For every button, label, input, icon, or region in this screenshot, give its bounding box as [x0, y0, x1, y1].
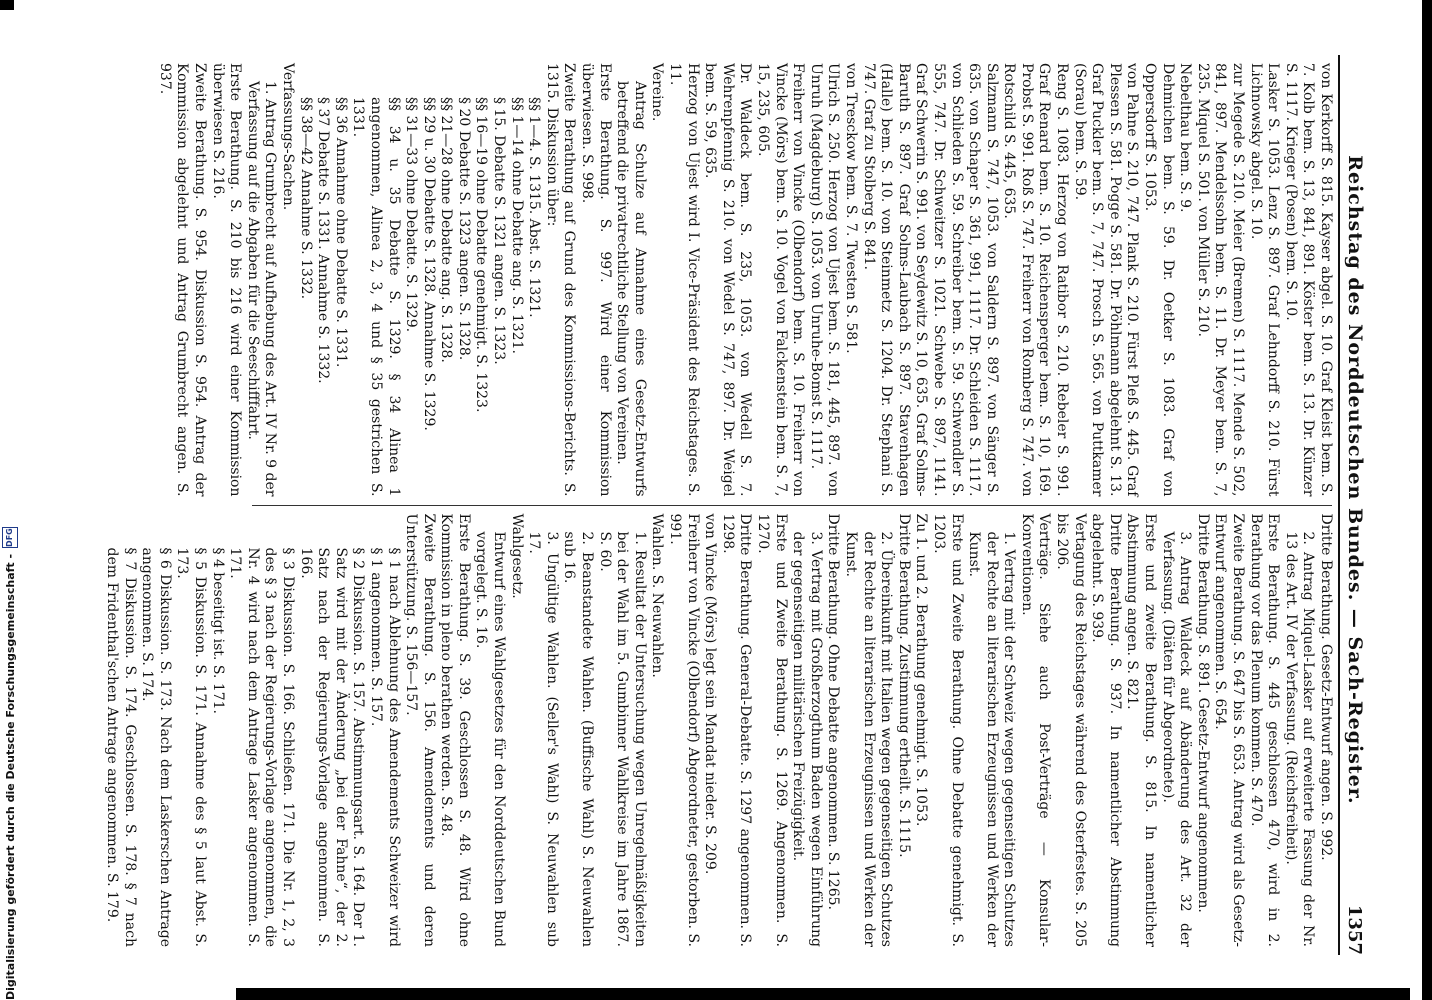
index-entry: Freiherr von Vincke (Olbendorf) bem. S. 10. Freiherr von Vincke (Mörs) bem. S. 10. Vogel von Falckenstein bem. S. 7, 15, 235, 605.: [755, 63, 807, 497]
index-entry: Erste Berathung. S. 39. Geschlossen S. 48. Wird ohne Kommission in pleno berathen werden. S. 48.: [438, 513, 472, 947]
index-entry: Zweite Berathung. S. 954. Diskussion S. 954. Antrag der Kommission abgelehnt und Antrag Grumbrecht angen. S. 937.: [156, 63, 208, 497]
footer-text: Digitalisierung gefördert durch die Deutsche Forschungsgemeinschaft -: [3, 553, 17, 1000]
index-entry: Nebelthau bem. S. 9.: [1177, 63, 1194, 213]
index-entry: Salzmann S. 747, 1053. von Saldern S. 897. von Sänger S. 635. von Schaper S. 361, 991, 1117. Dr. Schleiden S. 1117. von Schlieden S. 59. Schreiber bem. S. 59. Schwendler S. 555, 747. Dr. Schweitzer S. 1021. Schwebe S. 897, 1141. Graf Schwerin S. 991. von Seydewitz S. 10, 635. Graf Solms-Baruth S. 897. Graf Solms-Laubach S. 897. Stavenhagen (Halle) bem. S. 10. von Steinmetz S. 1204. Dr. Stephani S. 747. Graf zu Stolberg S. 841.: [860, 63, 1000, 497]
index-entry: Vereine.: [649, 63, 666, 122]
index-entry: Dritte Berathung. Gesetz-Entwurf angen. S. 992.: [1318, 513, 1334, 861]
index-entry: zur Megede S. 210. Meier (Bremen) S. 1117. Mende S. 502, 841, 897. Mendelssohn bem. S. 11. Dr. Meyer bem. S. 7, 235. Miquel S. 501. von Müller S. 210.: [1194, 63, 1247, 497]
index-entry: Ulrich S. 250. Herzog von Ujest bem. S. 181, 445, 897. von Unruh (Magdeburg) S. 1053. von Unruhe-Bomst S. 1117.: [807, 63, 842, 497]
scanned-page: [104, 25, 1390, 975]
index-entry: §§ 21—28 ohne Debatte ang. S. 1328.: [438, 97, 455, 363]
index-entry: Wahlgesetz.: [508, 513, 525, 599]
index-entry: 2. Übereinkunft mit Italien wegen gegenseitigen Schutzes der Rechte an literarischen Erzeugnissen und Werken der Kunst.: [842, 531, 895, 947]
index-entry: §§ 1—14 ohne Debatte ang. S. 1321.: [508, 97, 525, 354]
page-number: 1357: [1344, 904, 1365, 955]
index-entry: Reng S. 1083. Herzog von Ratibor S. 210. Rebeler S. 991. Graf Renard bem. S. 10. Reichensperger bem. S. 10, 169. Probst S. 991. Roß S. 747. Freiherr von Romberg S. 747. von Rotschild S. 445, 635.: [1001, 63, 1071, 497]
page-title: Reichstag des Norddeutschen Bundes. — Sach-Register.: [1344, 155, 1366, 805]
index-entry: Dehmichen bem. S. 59. Dr. Oetker S. 1083. Graf von Oppersdorff S. 1053.: [1142, 63, 1176, 497]
index-entry: 1. Resultat der Untersuchung wegen Unregelmäßigkeiten bei der Wahl im 5. Gumbinner Wahlkreise im Jahre 1867. S. 60.: [596, 531, 648, 947]
index-entry: Dritte Berathung. General-Debatte. S. 1297 angenommen. S. 1298.: [719, 513, 754, 947]
index-entry: § 2 Diskussion. S. 157. Abstimmungsart. S. 164. Der 1. Satz wird mit der Änderung „bei der Fahne“, der 2. Satz nach der Regierungs-Vorlage angenommen. S. 166.: [297, 547, 367, 947]
index-entry: §§ 16—19 ohne Debatte genehmigt. S. 1323.: [473, 97, 490, 413]
index-entry: § 5 Diskussion. S. 171. Annahme des § 5 laut Abst. S. 173.: [174, 547, 208, 947]
index-entry: Vertagung des Reichstages während des Osterfestes. S. 205 bis 206.: [1054, 513, 1088, 947]
index-entry: § 4 beseitigt ist. S. 171.: [209, 547, 226, 714]
index-entry: Zweite Berathung auf Grund des Kommissions-Berichts. S. 1315. Diskussion über:: [543, 63, 578, 497]
index-entry: Antrag Schulze auf Annahme eines Gesetz-Entwurfs betreffend die privatrechtliche Stellung von Vereinen.: [614, 81, 648, 497]
index-entry: Freiherr von Vincke (Olbendorf) Abgeordneter, gestorben. S. 991.: [667, 513, 701, 947]
index-entry: § 37 Debatte S. 1331. Annahme S. 1332.: [315, 97, 332, 384]
index-entry: Herzog von Ujest wird I. Vice-Präsident des Reichstages. S. 11.: [667, 63, 701, 497]
index-entry: 3. Ungültige Wahlen. (Seller's Wahl) S. Neuwahlen sub 17.: [526, 531, 560, 947]
scan-bottom-edge: [236, 988, 1410, 1000]
index-entry: § 15. Debatte S. 1321 angen. S. 1323.: [491, 97, 508, 365]
index-entry: von Kerkorff S. 815. Kayser abgel. S. 10. Graf Kleist bem. S. 7. Kolb bem. S. 13, 841, 891. Köster bem. S. 13. Dr. Künzer S. 1117. Krieger (Posen) bem. S. 10.: [1282, 63, 1334, 497]
index-entry: 3. Antrag Waldeck auf Abänderung des Art. 32 der Verfassung. (Diäten für Abgeordnete).: [1159, 531, 1194, 947]
index-entry: §§ 34 u. 35 Debatte S. 1329. § 34 Alinea 1 angenommen, Alinea 2, 3, 4 und § 35 gestrichen S. 1331.: [350, 97, 402, 497]
footer: [0, 528, 20, 1000]
index-entry: Dritte Berathung. S. 937. In namentlicher Abstimmung abgelehnt. S. 939.: [1089, 513, 1123, 947]
index-entry: Zu 1. und 2. Berathung genehmigt. S. 1053.: [913, 513, 930, 827]
left-column: [156, 55, 1334, 505]
index-entry: Dr. Waldeck bem. S. 235, 1053. von Wedell S. 7. Wehrenpfennig S. 210. von Wedel S. 747, 897. Dr. Weigel bem. S. 59, 635.: [702, 63, 754, 497]
text-columns: [104, 55, 1334, 955]
index-entry: von Tresckow bem. S. 7. Twesten S. 581.: [842, 63, 859, 354]
index-entry: § 20 Debatte S. 1323 angen. S. 1328.: [455, 97, 472, 361]
index-entry: Zweite Berathung. S. 156. Amendements und deren Unterstützung. S. 156—157.: [403, 513, 437, 947]
index-entry: von Pahne S. 210, 747. Plank S. 210. Fürst Pleß S. 445. Graf Plessen S. 581. Pogge S. 581. Dr. Pöhlmann abgelehnt S. 13. Graf Puckler bem. S. 7, 747. Prosch S. 565. von Puttkamer (Sorau) bem. S. 59.: [1071, 63, 1141, 497]
index-entry: Erste Berathung. S. 997. Wird einer Kommission überwiesen. S. 998.: [579, 63, 613, 497]
index-entry: Dritte Berathung. Ohne Debatte angenommen. S. 1265.: [825, 513, 842, 910]
index-entry: Verfassungs-Sachen.: [279, 63, 296, 211]
index-entry: §§ 36 Annahme ohne Debatte S. 1331.: [332, 97, 349, 368]
index-entry: 1. Vertrag mit der Schweiz wegen gegenseitigen Schutzes der Rechte an literarischen Erzeugnissen und Werken der Kunst.: [966, 531, 1018, 947]
index-entry: von Vincke (Mörs) legt sein Mandat nieder. S. 209.: [702, 513, 719, 875]
index-entry: Erste Berathung. S. 210 bis 216 wird einer Kommission überwiesen S. 216.: [209, 63, 244, 497]
page-header: [1338, 55, 1390, 955]
index-entry: 2. Antrag Miquel-Lasker auf erweiterte Fassung der Nr. 13 des Art. IV der Verfassung. (Reichsfreiheit).: [1282, 531, 1317, 947]
index-entry: § 7 Diskussion. S. 174. Geschlossen. S. 178. § 7 nach dem Fridenthal'schen Antrage angenommen. S. 179.: [104, 547, 138, 947]
index-entry: §§ 38—42 Annahme S. 1332.: [297, 97, 314, 300]
index-entry: § 6 Diskussion. S. 173. Nach dem Laskerschen Antrage angenommen. S. 174.: [139, 547, 173, 947]
index-entry: Erste und Zweite Berathung. S. 1269. Angenommen. S. 1270.: [755, 513, 789, 947]
index-entry: §§ 1—4. S. 1315. Abst. S. 1321.: [526, 97, 543, 318]
index-entry: § 1 nach Ablehnung des Amendements Schweizer wird § 1 angenommen. S. 157.: [367, 547, 402, 947]
index-entry: 1. Antrag Grumbrecht auf Aufhebung des Art. IV Nr. 9 der Verfassung auf die Abgaben für die Seeschifffahrt.: [244, 81, 279, 497]
index-entry: Erste und Zweite Berathung. Ohne Debatte genehmigt. S. 1203.: [930, 513, 965, 947]
index-entry: 2. Beanstandete Wahlen. (Buffische Wahl) S. Neuwahlen sub 16.: [561, 531, 596, 947]
index-entry: §§ 31—33 ohne Debatte. S. 1329.: [403, 97, 420, 333]
index-entry: Verträge. Siehe auch Post-Verträge — Konsular-Konventionen.: [1018, 513, 1053, 947]
index-entry: Zweite Berathung. S. 647 bis S. 653. Antrag wird als Gesetz-Entwurf angenommen. S. 654.: [1212, 513, 1247, 947]
index-entry: Erste Berathung. S. 445 geschlossen 470, wird in 2. Berathung vor das Plenum kommen. S. 470.: [1247, 513, 1282, 947]
index-entry: Wahlen. S. Neuwahlen.: [649, 513, 666, 678]
index-entry: Entwurf eines Wahlgesetzes für den Norddeutschen Bund vorgelegt. S. 16.: [473, 531, 508, 947]
right-column: [104, 506, 1334, 956]
dfg-logo-icon: DFG: [2, 527, 18, 548]
footer-strip: [0, 0, 20, 1000]
index-entry: Dritte Berathung. Zustimmung ertheilt. S. 1115.: [895, 513, 912, 858]
index-entry: 3. Vertrag mit Großherzogthum Baden wegen Einführung der gegenseitigen militärischen Freizügigkeit.: [790, 531, 824, 947]
index-entry: §§ 29 u. 30 Debatte S. 1328. Annahme S. 1329.: [420, 97, 437, 431]
index-entry: Dritte Berathung. S. 891. Gesetz-Entwurf angenommen.: [1194, 513, 1211, 913]
scan-edge-bar: [1422, 0, 1432, 1000]
index-entry: Erste und zweite Berathung. S. 815. In namentlicher Abstimmung angen. S. 821.: [1124, 513, 1159, 947]
index-entry: Lasker S. 1053. Lenz S. 897. Graf Lehndorff S. 210. Fürst Lichnowsky abgel. S. 10.: [1247, 63, 1282, 497]
index-entry: § 3 Diskussion. S. 166. Schließen. 171. Die Nr. 1, 2, 3 des § 3 nach der Regierungs-Vorlage angenommen, die Nr. 4 wird nach dem Antrage Lasker angenommen. S. 171.: [227, 547, 296, 947]
